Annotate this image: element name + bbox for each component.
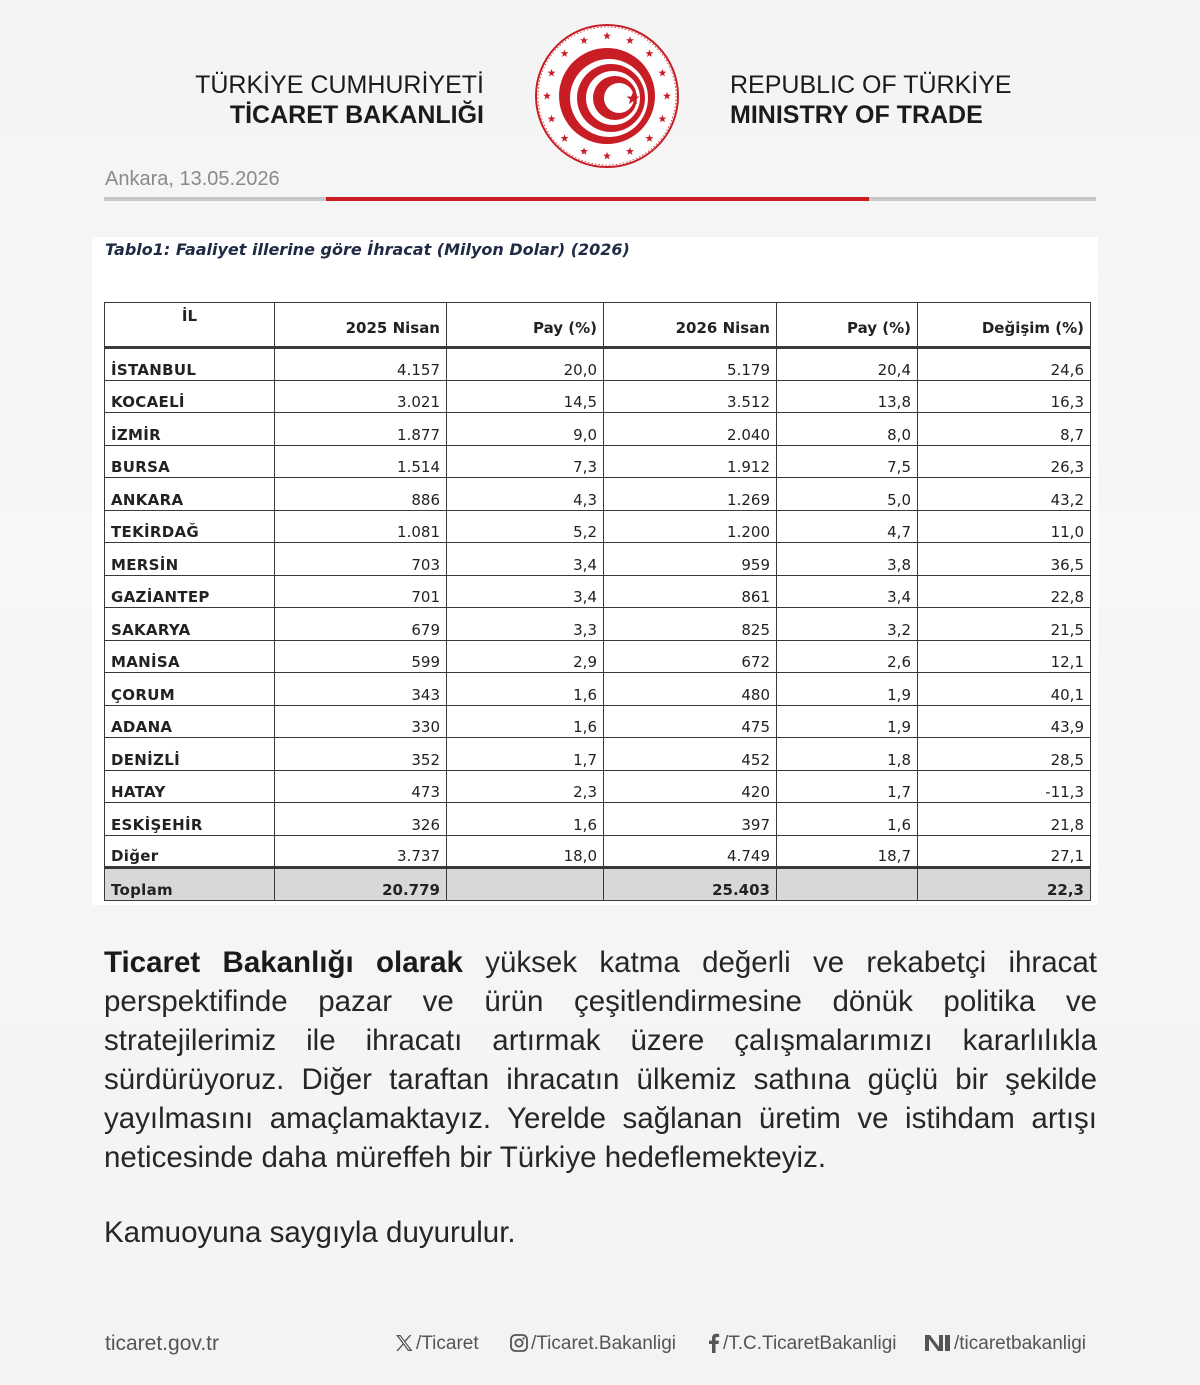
value-cell: 25.403 [604,868,777,901]
value-cell: 3,4 [447,543,604,576]
table-row [105,575,1091,608]
value-cell: 1,8 [777,738,918,771]
province-cell: BURSA [105,445,275,478]
instagram-social-link[interactable] [509,1333,676,1355]
value-cell: 3,4 [777,575,918,608]
province-cell: SAKARYA [105,608,275,641]
value-cell: 14,5 [447,380,604,413]
table-row [105,640,1091,673]
province-cell: Toplam [105,868,275,901]
province-cell: MANİSA [105,640,275,673]
value-cell: 24,6 [918,348,1091,381]
header-tr-block [195,70,484,130]
province-cell: GAZİANTEP [105,575,275,608]
value-cell: 22,3 [918,868,1091,901]
value-cell: 825 [604,608,777,641]
value-cell: 43,2 [918,478,1091,511]
value-cell: 452 [604,738,777,771]
value-cell: 40,1 [918,673,1091,706]
table-row [105,705,1091,738]
value-cell: 43,9 [918,705,1091,738]
province-cell: ESKİŞEHİR [105,803,275,836]
value-cell: 21,5 [918,608,1091,641]
value-cell: 3.512 [604,380,777,413]
table-row [105,543,1091,576]
value-cell: 886 [275,478,447,511]
province-cell: DENİZLİ [105,738,275,771]
table-row [105,608,1091,641]
header-en-line2: MINISTRY OF TRADE [730,101,983,129]
value-cell: 1.877 [275,413,447,446]
facebook-logo-icon [707,1333,721,1353]
value-cell: 473 [275,770,447,803]
value-cell: 397 [604,803,777,836]
province-cell: KOCAELİ [105,380,275,413]
value-cell: 1,7 [447,738,604,771]
value-cell: 11,0 [918,510,1091,543]
value-cell: 20,0 [447,348,604,381]
table-row [105,835,1091,868]
value-cell: 21,8 [918,803,1091,836]
value-cell [777,868,918,901]
nsosyal-social-link[interactable] [924,1333,1086,1355]
nsosyal-handle: /ticaretbakanligi [954,1333,1087,1354]
province-cell: ÇORUM [105,673,275,706]
value-cell: 20.779 [275,868,447,901]
table-row [105,510,1091,543]
column-header: İL [105,303,275,348]
header-tr-line2: TİCARET BAKANLIĞI [229,101,484,129]
value-cell: 3.021 [275,380,447,413]
value-cell: 26,3 [918,445,1091,478]
value-cell: 1.514 [275,445,447,478]
column-header: 2026 Nisan [604,303,777,348]
value-cell: 1.200 [604,510,777,543]
value-cell: 7,3 [447,445,604,478]
value-cell: 480 [604,673,777,706]
value-cell: 1,9 [777,705,918,738]
table-title: Tablo1: Faaliyet illerine göre İhracat (Milyon Dolar) (2026) [105,240,630,259]
value-cell: 861 [604,575,777,608]
value-cell: 3,2 [777,608,918,641]
value-cell: 701 [275,575,447,608]
value-cell: 12,1 [918,640,1091,673]
value-cell: 4.157 [275,348,447,381]
value-cell: 2,9 [447,640,604,673]
x-social-link[interactable] [394,1333,479,1355]
value-cell: 672 [604,640,777,673]
value-cell: 3,4 [447,575,604,608]
column-header: 2025 Nisan [275,303,447,348]
value-cell: 343 [275,673,447,706]
value-cell: 330 [275,705,447,738]
table-row [105,673,1091,706]
value-cell: 20,4 [777,348,918,381]
column-header: Pay (%) [777,303,918,348]
value-cell: 8,0 [777,413,918,446]
table-row [105,770,1091,803]
table-row [105,348,1091,381]
facebook-social-link[interactable] [707,1333,897,1355]
value-cell: 3,8 [777,543,918,576]
x-handle: /Ticaret [416,1333,479,1354]
value-cell: 2,6 [777,640,918,673]
table-row [105,803,1091,836]
table-row [105,380,1091,413]
value-cell: 1,9 [777,673,918,706]
table-row [105,738,1091,771]
value-cell: 599 [275,640,447,673]
table-header-row [105,303,1091,348]
value-cell: 3,3 [447,608,604,641]
value-cell: 1.912 [604,445,777,478]
announcement-lead: Ticaret Bakanlığı olarak [104,946,463,979]
table-row [105,445,1091,478]
column-header: Değişim (%) [918,303,1091,348]
instagram-logo-icon [509,1333,529,1353]
ministry-emblem-icon [533,22,681,170]
x-logo-icon [394,1333,414,1353]
province-cell: Diğer [105,835,275,868]
value-cell: 420 [604,770,777,803]
table-total-row [105,868,1091,901]
value-cell: 1,6 [447,803,604,836]
website-link[interactable]: ticaret.gov.tr [105,1332,219,1355]
header-tr-line1: TÜRKİYE CUMHURİYETİ [195,71,484,99]
value-cell: 352 [275,738,447,771]
value-cell: 16,3 [918,380,1091,413]
column-header: Pay (%) [447,303,604,348]
value-cell: 36,5 [918,543,1091,576]
value-cell: 9,0 [447,413,604,446]
value-cell: 27,1 [918,835,1091,868]
header-en-block [730,70,1012,130]
header-divider-accent [326,197,869,201]
province-cell: İSTANBUL [105,348,275,381]
value-cell: 2.040 [604,413,777,446]
value-cell: 3.737 [275,835,447,868]
province-cell: HATAY [105,770,275,803]
value-cell: 4.749 [604,835,777,868]
value-cell: 475 [604,705,777,738]
value-cell [447,868,604,901]
announcement-text: yüksek katma değerli ve rekabetçi ihracat perspektifinde pazar ve ürün çeşitlendirmesine dönük politika ve stratejilerimiz ile ihracatı artırmak üzere çalışmalarımızı kararlılıkla sürdürüyoruz. Diğer taraftan ihracatın ülkemiz sathına güçlü bir şekilde yayılmasını amaçlamaktayız. Yerelde sağlanan üretim ve istihdam artışı neticesinde daha müreffeh bir Türkiye hedeflemekteyiz. [104,946,1098,1174]
province-cell: ANKARA [105,478,275,511]
value-cell: -11,3 [918,770,1091,803]
value-cell: 959 [604,543,777,576]
value-cell: 1,7 [777,770,918,803]
value-cell: 4,7 [777,510,918,543]
value-cell: 1.081 [275,510,447,543]
value-cell: 18,0 [447,835,604,868]
value-cell: 5,0 [777,478,918,511]
press-date: Ankara, 13.05.2026 [105,168,280,190]
nsosyal-logo-icon [924,1333,952,1353]
value-cell: 4,3 [447,478,604,511]
value-cell: 18,7 [777,835,918,868]
value-cell: 2,3 [447,770,604,803]
value-cell: 1,6 [447,705,604,738]
province-cell: TEKİRDAĞ [105,510,275,543]
closing-line: Kamuoyuna saygıyla duyurulur. [104,1216,516,1249]
value-cell: 1,6 [777,803,918,836]
value-cell: 1,6 [447,673,604,706]
value-cell: 7,5 [777,445,918,478]
announcement-paragraph [104,943,1097,1177]
value-cell: 326 [275,803,447,836]
value-cell: 703 [275,543,447,576]
value-cell: 13,8 [777,380,918,413]
table-row [105,478,1091,511]
value-cell: 1.269 [604,478,777,511]
value-cell: 28,5 [918,738,1091,771]
value-cell: 22,8 [918,575,1091,608]
header-en-line1: REPUBLIC OF TÜRKİYE [730,71,1012,99]
value-cell: 5.179 [604,348,777,381]
value-cell: 5,2 [447,510,604,543]
instagram-handle: /Ticaret.Bakanligi [531,1333,677,1354]
facebook-handle: /T.C.TicaretBakanligi [723,1333,897,1354]
province-cell: ADANA [105,705,275,738]
province-cell: MERSİN [105,543,275,576]
value-cell: 679 [275,608,447,641]
table-row [105,413,1091,446]
value-cell: 8,7 [918,413,1091,446]
export-table [104,302,1091,901]
province-cell: İZMİR [105,413,275,446]
